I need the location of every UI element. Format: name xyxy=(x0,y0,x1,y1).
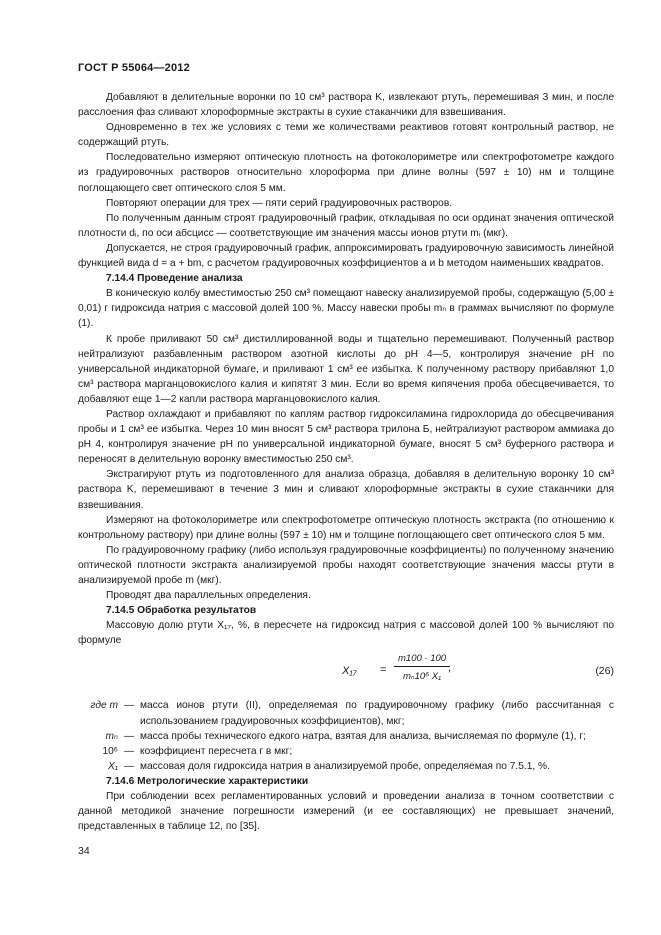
paragraph: К пробе приливают 50 см³ дистиллированной воды и тщательно перемешивают. Полученный раствор нейтрализуют разбавленным раствором азотной кислоты до pH 4—5, контролируя значение pH по универсальной индикаторной бумаге, и приливают 1 см³ ее избытка. К полученному раствору прибавляют 1,0 см³ раствора марганцовокислого калия и кипятят 3 мин. Если во время кипячения проба обесцвечивается, то добавляют еще 1—2 капли раствора марганцовокислого калия. xyxy=(78,333,614,405)
page-body xyxy=(78,90,614,834)
paragraph: По градуировочному графику (либо используя градуировочные коэффициенты) по полученному значению оптической плотности экстракта анализируемой пробы находят соответствующие значения массы ртути в анализируемой пробе m (мкг). xyxy=(78,544,614,586)
paragraph: Добавляют в делительные воронки по 10 см³ раствора K, извлекают ртуть, перемешивая 3 мин, и после расслоения фаз сливают хлороформные экстракты в сухие стаканчики для взвешивания. xyxy=(78,92,614,119)
paragraph: Измеряют на фотоколориметре или спектрофотометре оптическую плотность экстракта (по отношению к контрольному раствору) при длине волны (597 ± 10) нм и толщине поглощающего свет оптического слоя 5 мм. xyxy=(78,514,614,541)
definition-dash: — xyxy=(123,730,135,742)
formula-equals: = xyxy=(380,664,387,677)
paragraph: Одновременно в тех же условиях с теми же количествами реактивов готовят контрольный раствор, не содержащий ртуть. xyxy=(78,122,614,149)
definition-text: коэффициент пересчета г в мкг; xyxy=(140,745,293,757)
formula-numerator: m100 · 100 xyxy=(394,652,450,667)
formula-lhs: X₁₇ xyxy=(342,665,357,678)
section-heading-metrology: 7.14.6 Метрологические характеристики xyxy=(106,775,309,787)
definition-symbol: mₙ xyxy=(105,730,118,742)
definition-symbol: где m xyxy=(90,700,118,712)
definition-row xyxy=(78,698,614,728)
definition-symbol: X₁ xyxy=(107,760,118,772)
paragraph: По полученным данным строят градуировочный график, откладывая по оси ординат значения оптической плотности dᵢ, по оси абсцисс — соответствующие им значения массы ионов ртути mᵢ (мкг). xyxy=(78,212,614,239)
definition-text: масса пробы технического едкого натра, взятая для анализа, вычисляемая по формуле (1), г; xyxy=(140,730,586,742)
definition-symbol: 10⁶ xyxy=(102,745,118,757)
definition-dash: — xyxy=(123,745,135,757)
definition-dash: — xyxy=(123,760,135,772)
definition-row xyxy=(78,729,614,744)
page-number: 34 xyxy=(78,845,90,857)
paragraph: Повторяют операции для трех — пяти серий градуировочных растворов. xyxy=(106,197,453,209)
formula-number: (26) xyxy=(595,665,614,678)
paragraph: Массовую долю ртути X₁₇, %, в пересчете на гидроксид натрия с массовой долей 100 % вычисляют по формуле xyxy=(78,620,614,647)
paragraph: При соблюдении всех регламентированных условий и проведении анализа в точном соответствии с данной методикой значение погрешности измерений (и ее составляющих) не превышает значений, представленных в таблице 12, по [35]. xyxy=(78,791,614,833)
formula-denominator: mₙ10⁶ X₁ xyxy=(402,671,442,683)
section-heading-processing: 7.14.5 Обработка результатов xyxy=(106,605,257,617)
document-header: ГОСТ Р 55064—2012 xyxy=(78,62,190,74)
variable-definitions xyxy=(78,698,614,773)
definition-text: массовая доля гидроксида натрия в анализируемой пробе, определяемая по 7.5.1, %. xyxy=(140,760,550,772)
definition-row xyxy=(78,759,614,774)
definition-row xyxy=(78,744,614,759)
paragraph: Проводят два параллельных определения. xyxy=(106,590,311,602)
paragraph: Последовательно измеряют оптическую плотность на фотоколориметре или спектрофотометре каждого из градуировочных растворов относительно хлороформа при длине волны (597 ± 10) нм и толщине поглощающего свет оптического слоя 5 мм. xyxy=(78,152,614,194)
paragraph: Допускается, не строя градуировочный график, аппроксимировать градуировочную зависимость линейной функцией вида d = a + bm, с расчетом градуировочных коэффициентов a и b методом наименьших квадратов. xyxy=(78,242,614,270)
formula-26 xyxy=(78,652,614,692)
paragraph: Экстрагируют ртуть из подготовленного для анализа образца, добавляя в делительную воронку 10 см³ раствора K, перемешивают в течение 3 мин и сливают хлороформные экстракты в сухие стаканчики для взвешивания. xyxy=(78,469,614,511)
section-heading-analysis: 7.14.4 Проведение анализа xyxy=(106,273,243,285)
formula-fraction xyxy=(394,652,450,683)
formula-comma: , xyxy=(448,662,452,675)
paragraph: В коническую колбу вместимостью 250 см³ помещают навеску анализируемой пробы, содержащую (5,00 ± 0,01) г гидроксида натрия с массовой долей 100 %. Массу навески пробы mₙ в граммах вычисляют по формуле (1). xyxy=(78,288,614,330)
definition-text: масса ионов ртути (II), определяемая по градуировочному графику (либо рассчитанная с использованием градуировочных коэффициентов), мкг; xyxy=(140,700,614,727)
paragraph: Раствор охлаждают и прибавляют по каплям раствор гидроксиламина гидрохлорида до обесцвечивания пробы и 1 см³ ее избытка. Через 10 мин вносят 5 см³ раствора трилона Б, нейтрализуют раствором аммиака до pH 4, контролируя значение pH по универсальной индикаторной бумаге, вносят 5 см³ буферного раствора и переносят в делительную воронку вместимостью 250 см³. xyxy=(78,408,614,466)
definition-dash: — xyxy=(123,700,135,712)
